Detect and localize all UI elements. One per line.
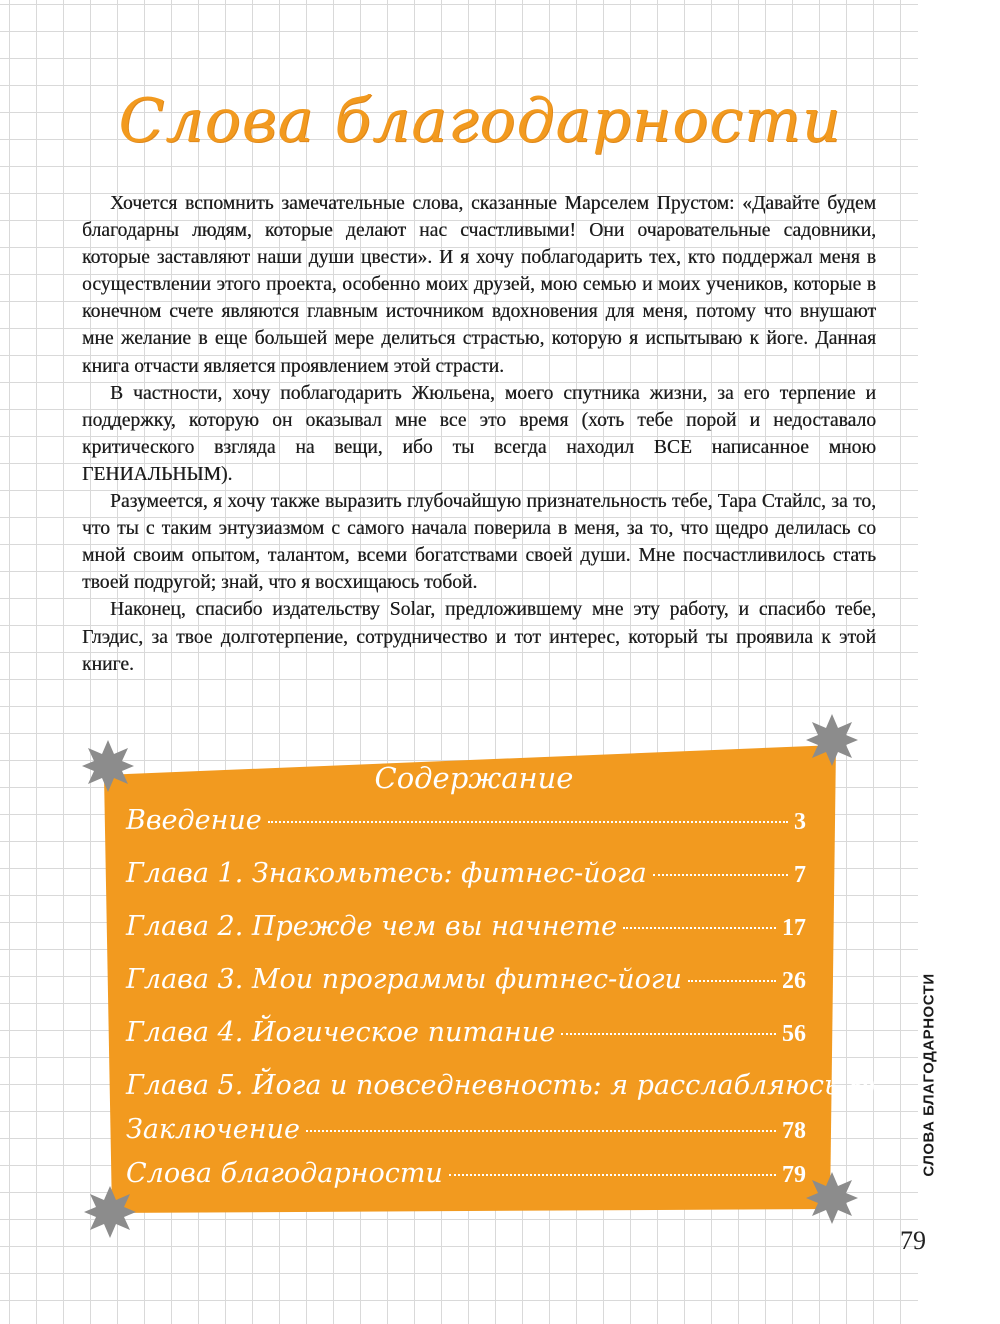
- toc-leader-dots: [306, 1130, 776, 1132]
- page-number: 79: [900, 1226, 926, 1255]
- body-text: [82, 190, 876, 678]
- star-icon: [80, 738, 136, 794]
- toc-item-conclusion[interactable]: [126, 1114, 806, 1158]
- toc-item-acknowledgements[interactable]: [126, 1158, 806, 1202]
- toc-list: [126, 805, 875, 1202]
- toc-item-label: Заключение: [126, 1114, 300, 1145]
- toc-item-page: 26: [782, 968, 806, 994]
- toc-leader-dots: [688, 980, 776, 982]
- toc-leader-dots: [623, 927, 776, 929]
- toc-item-page: 56: [782, 1021, 806, 1047]
- paragraph: Разумеется, я хочу также выразить глубочайшую признательность тебе, Тара Стайлс, за то, что ты с таким энтузиазмом с самого начала поверила в меня, за то, что щедро делилась со мной своим опытом, талантом, всеми богатствами своей души. Мне посчастливилось стать твоей подругой; знай, что я восхищаюсь тобой.: [82, 491, 876, 594]
- toc-item-chapter-3[interactable]: [126, 964, 806, 1017]
- star-icon: [82, 1184, 138, 1240]
- toc-item-label: Глава 3. Мои программы фитнес-йоги: [126, 964, 682, 995]
- toc-item-chapter-5[interactable]: [126, 1070, 875, 1114]
- toc-item-label: Глава 5. Йога и повседневность: я расслабляюсь: [126, 1070, 839, 1101]
- toc-item-chapter-1[interactable]: [126, 858, 806, 911]
- toc-item-page: 79: [782, 1162, 806, 1188]
- toc-item-page: 17: [782, 915, 806, 941]
- paragraph: В частности, хочу поблагодарить Жюльена, моего спутника жизни, за его терпение и поддержку, которую он оказывал мне все это время (хоть тебе порой и недоставало критического взгляда на вещи, ибо ты всегда находил ВСЕ написанное мною ГЕНИАЛЬНЫМ).: [82, 382, 876, 485]
- star-icon: [804, 712, 860, 768]
- paragraph: Хочется вспомнить замечательные слова, сказанные Марселем Прустом: «Давайте будем благодарны людям, которые делают нас счастливыми! Они очаровательные садовники, которые заставляют наши души цвести». И я хочу поблагодарить тех, кто поддержал меня в осуществлении этого проекта, особенно моих друзей, мою семью и моих учеников, которые в конечном счете являются главным источником вдохновения для меня, потому что внушают мне желание в еще большей мере делиться страстью, которую я испытываю к йоге. Данная книга отчасти является проявлением этой страсти.: [82, 193, 876, 377]
- toc-item-page: 78: [782, 1118, 806, 1144]
- page-title: Слова благодарности: [118, 86, 842, 156]
- section-side-tab-label: СЛОВА БЛАГОДАРНОСТИ: [920, 973, 938, 1177]
- toc-item-chapter-2[interactable]: [126, 911, 806, 964]
- toc-item-chapter-4[interactable]: [126, 1017, 806, 1070]
- toc-item-label: Введение: [126, 805, 262, 836]
- paragraph: Наконец, спасибо издательству Solar, предложившему мне эту работу, и спасибо тебе, Глэдис, за твое долготерпение, сотрудничество и тот интерес, который ты проявила к этой книге.: [82, 599, 876, 675]
- star-icon: [804, 1170, 860, 1226]
- toc-leader-dots: [561, 1033, 776, 1035]
- toc-leader-dots: [268, 821, 788, 823]
- toc-item-introduction[interactable]: [126, 805, 806, 858]
- toc-title: Содержание: [374, 761, 574, 795]
- toc-item-page: 7: [794, 862, 806, 888]
- toc-item-label: Глава 1. Знакомьтесь: фитнес-йога: [126, 858, 647, 889]
- toc-item-page: 3: [794, 809, 806, 835]
- toc-item-label: Глава 4. Йогическое питание: [126, 1017, 556, 1048]
- table-of-contents: [104, 745, 875, 1213]
- section-side-tab: [918, 973, 940, 1177]
- toc-item-label: Слова благодарности: [126, 1158, 443, 1189]
- toc-leader-dots: [449, 1174, 776, 1176]
- toc-leader-dots: [653, 874, 788, 876]
- toc-item-page: 69: [850, 1074, 875, 1100]
- toc-item-label: Глава 2. Прежде чем вы начнете: [126, 911, 618, 942]
